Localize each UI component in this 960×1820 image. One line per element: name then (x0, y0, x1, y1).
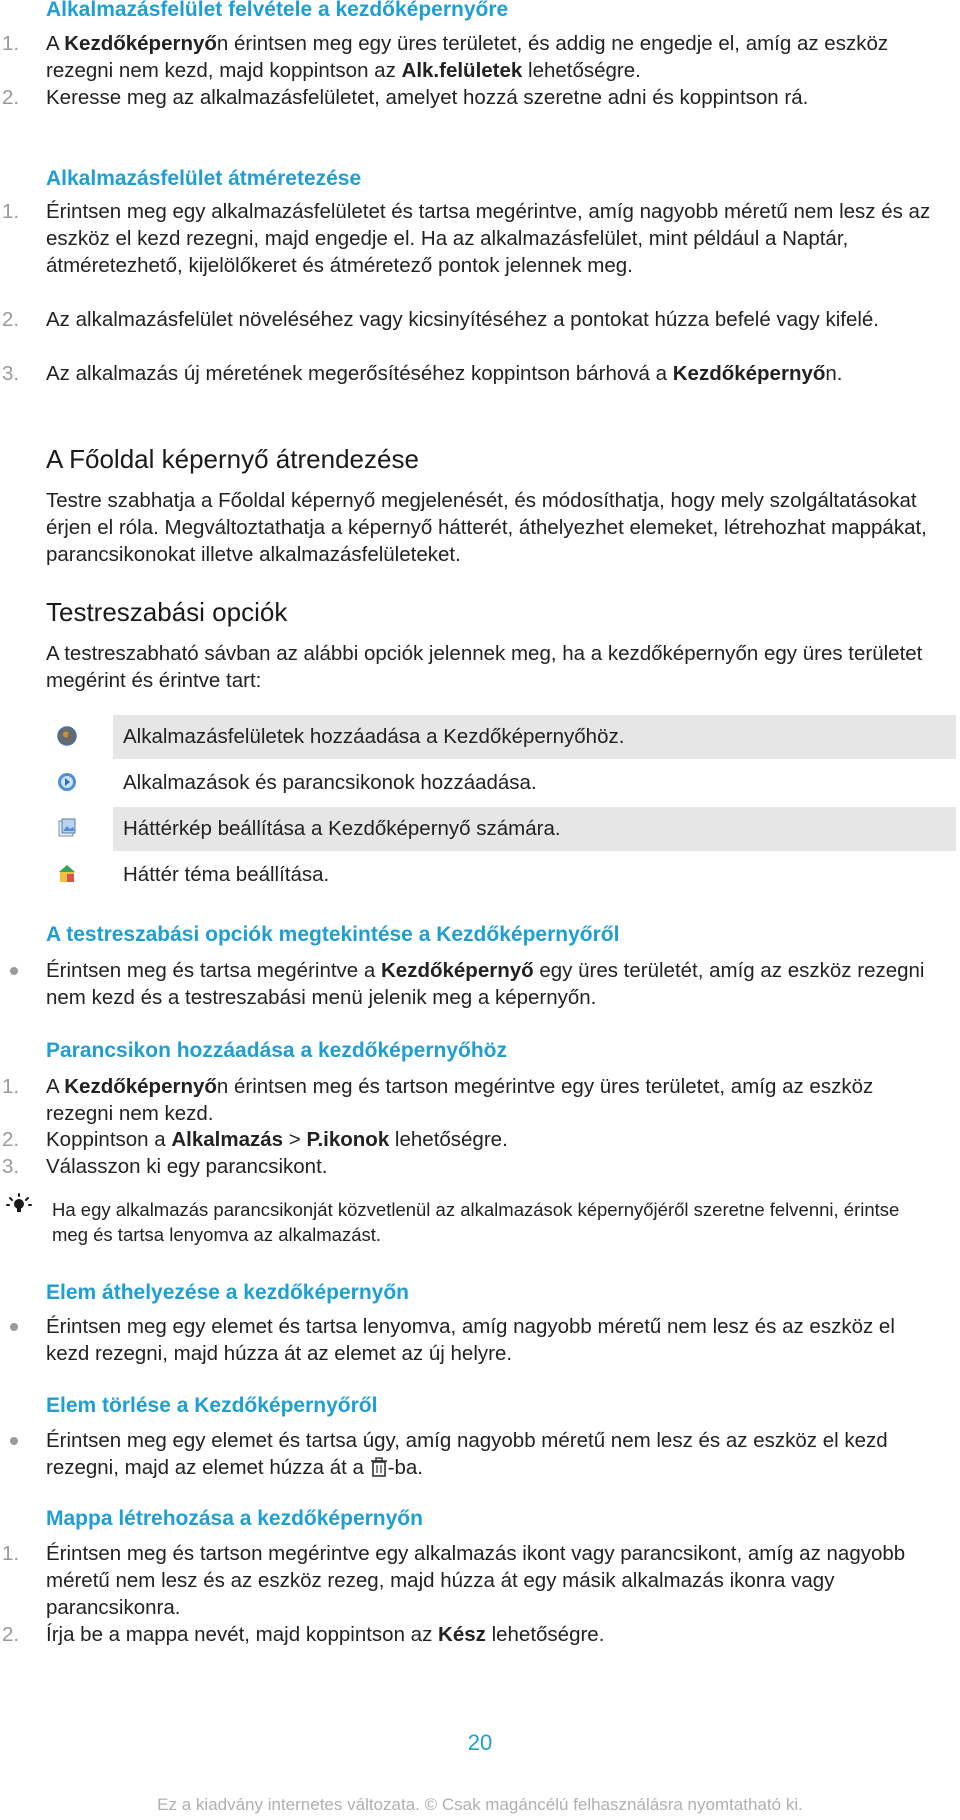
app-add-icon (55, 770, 79, 794)
step-number: 1. (2, 1075, 20, 1098)
step-number: 3. (2, 362, 20, 385)
step-number: 2. (2, 1623, 20, 1646)
heading-rearrange: A Főoldal képernyő átrendezése (46, 444, 419, 474)
step-number: 2. (2, 86, 20, 109)
trash-icon (370, 1457, 388, 1477)
bullet-dot (10, 1323, 18, 1331)
step-number: 1. (2, 1542, 20, 1565)
section-title-delete-item: Elem törlése a Kezdőképernyőről (46, 1394, 378, 1417)
step-number: 3. (2, 1155, 20, 1178)
manual-page: Alkalmazásfelület felvétele a kezdőképernyőre 1. A Kezdőképernyőn érintsen meg egy üres területet, és addig ne engedje el, amíg az eszköz rezegni nem kezd, majd koppintson az Alk.felületek lehetőségre. 2. Keresse meg az alkalmazásfelületet, amelyet hozzá szeretne adni és koppintson rá. Alkalmazásfelület átméretezése 1. Érintsen meg egy alkalmazásfelületet és tartsa megérintve, amíg nagyobb méretű nem lesz és az eszköz el kezd rezegni, majd engedje el. Ha az alkalmazásfelület, mint például a Naptár, átméretezhető, kijelölőkeret és átméretező pontok jelennek meg. 2. Az alkalmazásfelület növeléséhez vagy kicsinyítéséhez a pontokat húzza befelé vagy kifelé. 3. Az alkalmazás új méretének megerősítéséhez koppintson bárhová a Kezdőképernyőn. A Főoldal képernyő átrendezése Testre szabhatja a Főoldal képernyő megjelenését, és módosíthatja, hogy mely szolgáltatásokat érjen el róla. Megváltoztathatja a képernyő hátterét, áthelyezhet elemeket, létrehozhat mappákat, parancsikonokat illetve alkalmazásfelületeket. Testreszabási opciók A testreszabható sávban az alábbi opciók jelennek meg, ha a kezdőképernyőn egy üres területet megérint és érintve tart: Alkalmazásfelületek hozzáadása a Kezdőképernyőhöz. Alkalmazások és parancsikonok hozzáadása. Háttérkép beállítása a Kezdőképernyő számára. Háttér téma beállítása. A testreszabási opciók megtekintése a Kezdőképernyőről Érintsen meg és tartsa megérintve a Kezdőképernyő egy üres területét, amíg az eszköz rezegni nem kezd és a testreszabási menü jelenik meg a képernyőn. Parancsikon hozzáadása a kezdőképernyőhöz 1. A Kezdőképernyőn érintsen meg és tartson megérintve egy üres területet, amíg az eszköz rezegni nem kezd. 2. Koppintson a Alkalmazás > P.ikonok lehetőségre. 3. Válasszon ki egy parancsikont. Ha egy alkalmazás parancsikonját közvetlenül az alkalmazások képernyőjéről szeretne felvenni, érintse meg és tartsa lenyomva az alkalmazást. Elem áthelyezése a kezdőképernyőn Érintsen meg egy elemet és tartsa lenyomva, amíg nagyobb méretű nem lesz és az eszköz el kezd rezegni, majd húzza át az elemet az új helyre. Elem törlése a Kezdőképernyőről Érintsen meg egy elemet és tartsa úgy, amíg nagyobb méretű nem lesz és az eszköz el kezd rezegni, majd az elemet húzza át a -ba. Mappa létrehozása a kezdőképernyőn 1. Érintsen meg és tartson megérintve egy alkalmazás ikont vagy parancsikont, amíg az nagyobb méretű nem lesz és az eszköz rezeg, majd húzza át egy másik alkalmazás ikonra vagy parancsikonra. 2. Írja be a mappa nevét, majd koppintson az Kész lehetőségre. 20 Ez a kiadvány internetes változata. © Csak magáncélú felhasználásra nyomtatható ki. (0, 0, 960, 1820)
option-row-wallpaper[interactable]: Háttérkép beállítása a Kezdőképernyő számára. (113, 807, 956, 851)
section-title-move-item: Elem áthelyezése a kezdőképernyőn (46, 1281, 409, 1304)
rearrange-body: Testre szabhatja a Főoldal képernyő megjelenését, és módosíthatja, hogy mely szolgáltatásokat érjen el róla. Megváltoztathatja a képernyő hátterét, áthelyezhet elemeket, létrehozhat mappákat, parancsikonokat illetve alkalmazásfelületeket. (46, 489, 927, 566)
footer-note: Ez a kiadvány internetes változata. © Csak magáncélú felhasználásra nyomtatható ki. (157, 1795, 803, 1814)
section-title-view-options: A testreszabási opciók megtekintése a Kezdőképernyőről (46, 923, 620, 946)
step-number: 2. (2, 308, 20, 331)
step-number: 2. (2, 1128, 20, 1151)
bullet-dot (10, 1437, 18, 1445)
step-number: 1. (2, 200, 20, 223)
step-number: 1. (2, 32, 20, 55)
section-title-create-folder: Mappa létrehozása a kezdőképernyőn (46, 1507, 423, 1530)
option-row-theme[interactable]: Háttér téma beállítása. (123, 863, 330, 886)
option-row-add-widgets[interactable]: Alkalmazásfelületek hozzáadása a Kezdőképernyőhöz. (113, 715, 956, 759)
section-title-add-shortcut: Parancsikon hozzáadása a kezdőképernyőhöz (46, 1039, 507, 1062)
section-title-add-widget: Alkalmazásfelület felvétele a kezdőképernyőre (46, 0, 509, 21)
section-title-resize-widget: Alkalmazásfelület átméretezése (46, 167, 362, 190)
option-row-add-apps[interactable]: Alkalmazások és parancsikonok hozzáadása. (123, 771, 537, 794)
tip-lightbulb-icon (6, 1192, 32, 1218)
heading-custom-options: Testreszabási opciók (46, 597, 288, 627)
theme-icon (55, 862, 79, 886)
bullet-dot (10, 967, 18, 975)
globe-icon (55, 724, 79, 748)
page-number: 20 (467, 1730, 493, 1755)
custom-options-body: A testreszabható sávban az alábbi opciók jelennek meg, ha a kezdőképernyőn egy üres területet megérint és érintve tart: (46, 642, 923, 692)
wallpaper-icon (55, 816, 79, 840)
tip-text: Ha egy alkalmazás parancsikonját közvetlenül az alkalmazások képernyőjéről szeretne felvenni, érintse meg és tartsa lenyomva az alkalmazást. (52, 1199, 900, 1245)
